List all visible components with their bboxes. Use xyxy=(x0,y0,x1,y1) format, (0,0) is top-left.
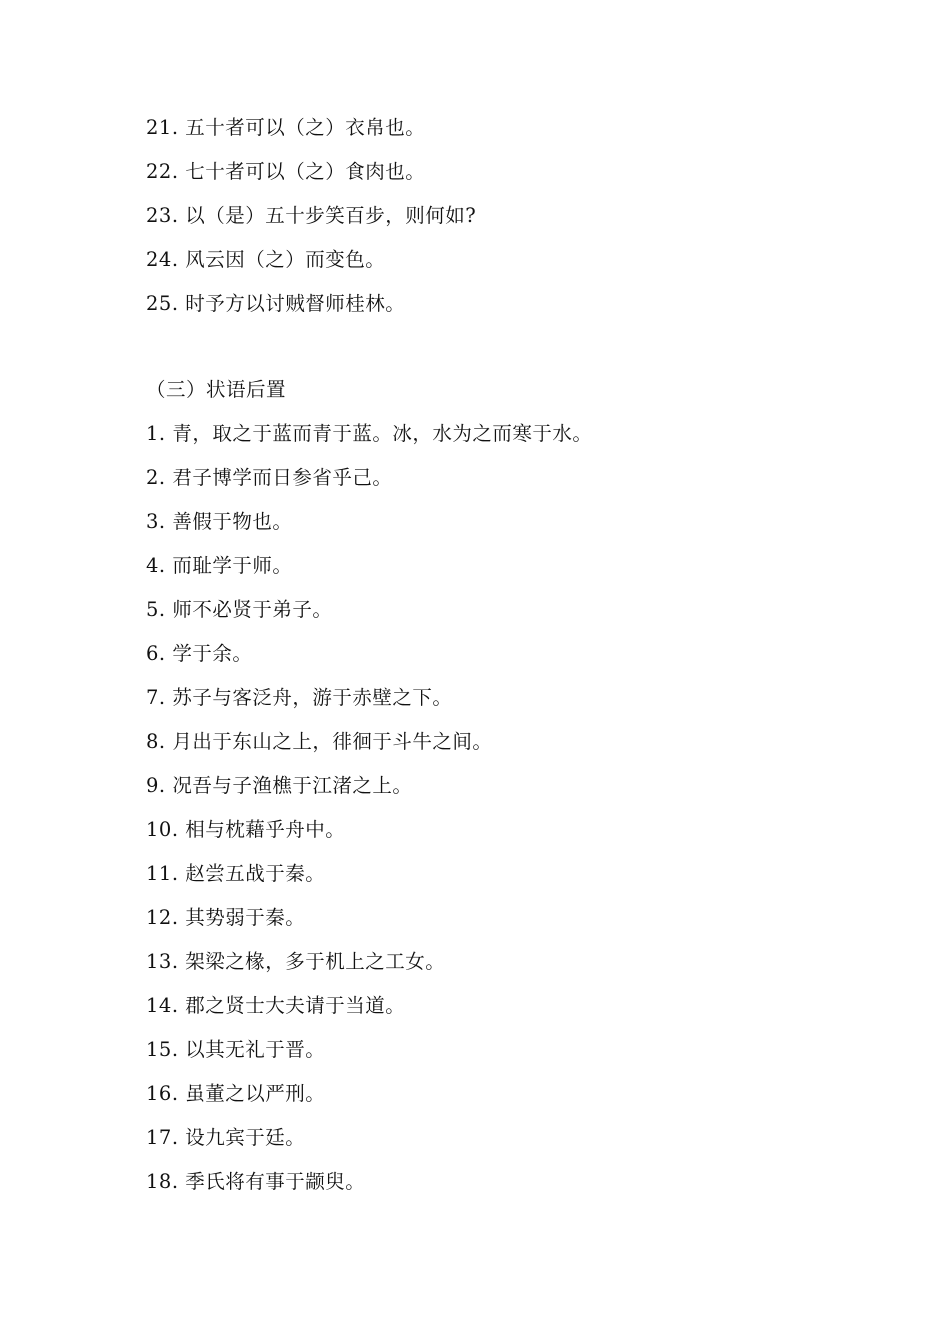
list-item xyxy=(146,1078,906,1122)
item-number: 17. xyxy=(146,1126,179,1149)
list-item xyxy=(146,244,906,288)
list-item xyxy=(146,1122,906,1166)
list-item xyxy=(146,112,906,156)
list-item xyxy=(146,418,906,462)
item-number: 11. xyxy=(146,862,179,885)
item-number: 5. xyxy=(146,598,166,621)
item-text: 相与枕藉乎舟中。 xyxy=(185,818,346,841)
list-item xyxy=(146,594,906,638)
item-text: 师不必贤于弟子。 xyxy=(172,598,333,621)
item-text: 季氏将有事于颛臾。 xyxy=(185,1170,366,1193)
item-text: 虽董之以严刑。 xyxy=(185,1082,326,1105)
item-text: 苏子与客泛舟，游于赤壁之下。 xyxy=(172,686,453,709)
item-text: 设九宾于廷。 xyxy=(185,1126,306,1149)
item-number: 3. xyxy=(146,510,166,533)
item-number: 24. xyxy=(146,248,179,271)
item-number: 6. xyxy=(146,642,166,665)
item-number: 9. xyxy=(146,774,166,797)
list-item xyxy=(146,990,906,1034)
item-number: 1. xyxy=(146,422,166,445)
list-item xyxy=(146,946,906,990)
item-text: 学于余。 xyxy=(172,642,253,665)
item-number: 25. xyxy=(146,292,179,315)
item-text: 而耻学于师。 xyxy=(172,554,293,577)
item-text: 君子博学而日参省乎己。 xyxy=(172,466,393,489)
list-item xyxy=(146,550,906,594)
list-item xyxy=(146,462,906,506)
list-item xyxy=(146,506,906,550)
list-item xyxy=(146,682,906,726)
item-number: 16. xyxy=(146,1082,179,1105)
item-text: 其势弱于秦。 xyxy=(185,906,306,929)
item-number: 12. xyxy=(146,906,179,929)
list-item xyxy=(146,902,906,946)
item-text: 赵尝五战于秦。 xyxy=(185,862,326,885)
adverbial-postposition-section xyxy=(146,374,906,1210)
item-text: 郡之贤士大夫请于当道。 xyxy=(185,994,406,1017)
item-text: 月出于东山之上，徘徊于斗牛之间。 xyxy=(172,730,493,753)
item-number: 8. xyxy=(146,730,166,753)
item-number: 21. xyxy=(146,116,179,139)
list-item xyxy=(146,858,906,902)
item-number: 13. xyxy=(146,950,179,973)
item-text: 青，取之于蓝而青于蓝。冰，水为之而寒于水。 xyxy=(172,422,593,445)
list-item xyxy=(146,156,906,200)
item-text: 善假于物也。 xyxy=(172,510,293,533)
list-item xyxy=(146,638,906,682)
list-item xyxy=(146,770,906,814)
list-item xyxy=(146,1166,906,1210)
item-text: 况吾与子渔樵于江渚之上。 xyxy=(172,774,413,797)
section-heading: （三）状语后置 xyxy=(146,378,287,401)
item-text: 五十者可以（之）衣帛也。 xyxy=(185,116,426,139)
list-item xyxy=(146,726,906,770)
item-number: 2. xyxy=(146,466,166,489)
item-number: 4. xyxy=(146,554,166,577)
item-number: 23. xyxy=(146,204,179,227)
item-number: 22. xyxy=(146,160,179,183)
item-text: 七十者可以（之）食肉也。 xyxy=(185,160,426,183)
item-text: 架梁之椽，多于机上之工女。 xyxy=(185,950,446,973)
item-number: 14. xyxy=(146,994,179,1017)
item-number: 18. xyxy=(146,1170,179,1193)
sentence-list-continued xyxy=(146,112,906,332)
list-item xyxy=(146,288,906,332)
item-number: 10. xyxy=(146,818,179,841)
item-text: 风云因（之）而变色。 xyxy=(185,248,386,271)
list-item xyxy=(146,1034,906,1078)
item-text: 以（是）五十步笑百步，则何如? xyxy=(185,204,477,227)
item-text: 以其无礼于晋。 xyxy=(185,1038,326,1061)
list-item xyxy=(146,200,906,244)
item-number: 15. xyxy=(146,1038,179,1061)
item-number: 7. xyxy=(146,686,166,709)
item-text: 时予方以讨贼督师桂林。 xyxy=(185,292,406,315)
list-item xyxy=(146,814,906,858)
